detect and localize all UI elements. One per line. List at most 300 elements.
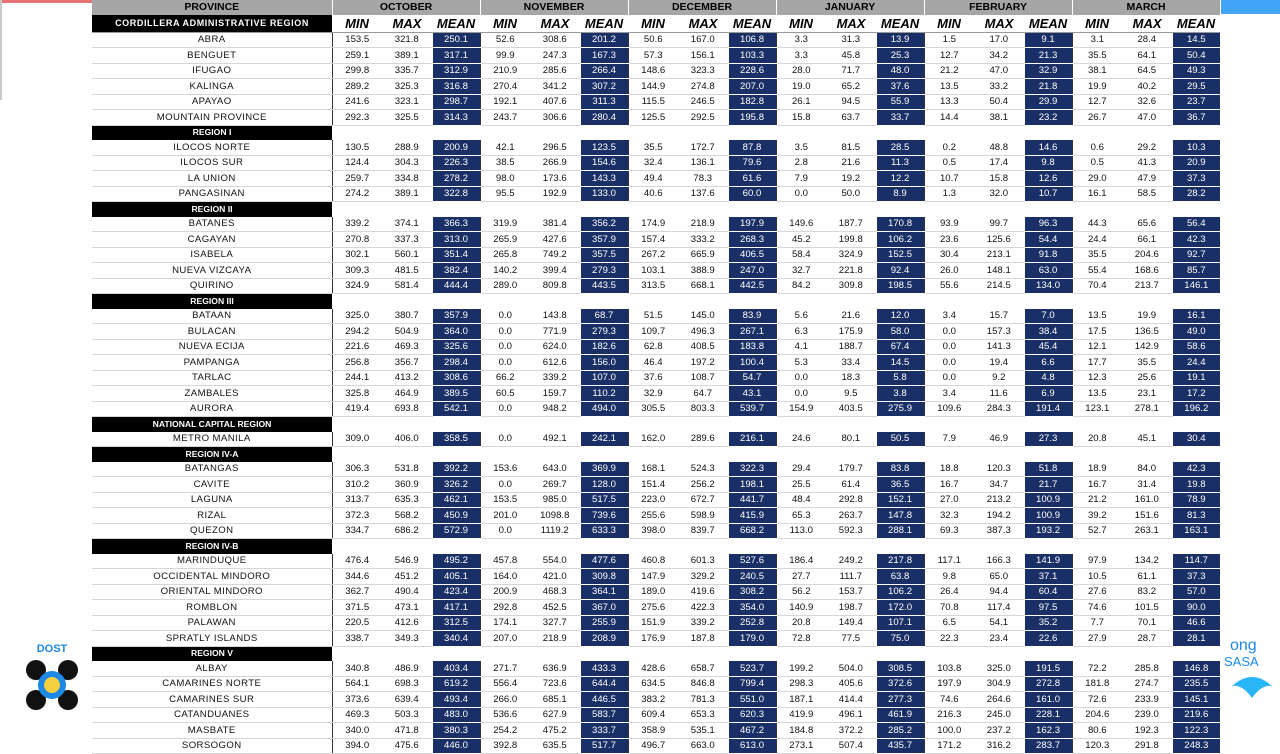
min-cell: 29.4: [776, 462, 826, 477]
min-cell: 0.0: [924, 339, 974, 355]
mean-cell: 279.3: [580, 263, 628, 279]
mean-cell: 288.1: [876, 523, 924, 539]
max-cell: 166.3: [974, 554, 1024, 569]
max-cell: 23.1: [1122, 386, 1172, 402]
max-cell: 64.7: [678, 386, 728, 402]
mean-cell: 356.2: [580, 217, 628, 232]
min-cell: 12.7: [924, 48, 974, 64]
month-header-march: MARCH: [1072, 0, 1220, 15]
min-cell: 7.9: [776, 171, 826, 187]
max-cell: 407.6: [530, 94, 580, 110]
stat-header-mean: MEAN: [432, 15, 480, 33]
min-cell: 294.2: [332, 324, 382, 340]
table-row: [92, 110, 1220, 126]
min-cell: 74.6: [924, 692, 974, 708]
min-cell: 30.4: [924, 247, 974, 263]
max-cell: 624.0: [530, 339, 580, 355]
pagasa-logo: [1222, 628, 1280, 708]
min-cell: 259.1: [332, 48, 382, 64]
province-name: MARINDUQUE: [92, 554, 332, 569]
max-cell: 323.3: [678, 63, 728, 79]
table-row: [92, 401, 1220, 417]
region-row: [92, 646, 1220, 661]
max-cell: 658.7: [678, 661, 728, 676]
mean-cell: 37.6: [876, 79, 924, 95]
max-cell: 246.5: [678, 94, 728, 110]
max-cell: 145.0: [678, 309, 728, 324]
min-cell: 275.6: [628, 600, 678, 616]
mean-cell: 38.4: [1024, 324, 1072, 340]
max-cell: 635.5: [530, 738, 580, 754]
max-cell: 469.3: [382, 339, 432, 355]
mean-cell: 107.1: [876, 615, 924, 631]
min-cell: 313.7: [332, 492, 382, 508]
mean-cell: 444.4: [432, 278, 480, 294]
min-cell: 153.5: [332, 32, 382, 48]
mean-cell: 461.9: [876, 707, 924, 723]
mean-cell: 37.1: [1024, 569, 1072, 585]
region-row-spacer: [332, 417, 1220, 432]
min-cell: 48.4: [776, 492, 826, 508]
max-cell: 749.2: [530, 247, 580, 263]
max-cell: 285.6: [530, 63, 580, 79]
min-cell: 634.5: [628, 676, 678, 692]
dost-logo: [14, 640, 90, 716]
min-cell: 84.2: [776, 278, 826, 294]
max-cell: 316.2: [974, 738, 1024, 754]
region-label: REGION I: [92, 125, 332, 140]
min-cell: 0.0: [776, 386, 826, 402]
min-cell: 51.5: [628, 309, 678, 324]
max-cell: 507.4: [826, 738, 876, 754]
min-cell: 153.5: [480, 492, 530, 508]
month-header-november: NOVEMBER: [480, 0, 628, 15]
region-row-spacer: [332, 539, 1220, 554]
mean-cell: 90.0: [1172, 600, 1220, 616]
max-cell: 408.5: [678, 339, 728, 355]
min-cell: 168.1: [628, 462, 678, 477]
max-cell: 47.0: [1122, 110, 1172, 126]
min-cell: 241.6: [332, 94, 382, 110]
min-cell: 38.5: [480, 155, 530, 171]
mean-cell: 357.9: [580, 232, 628, 248]
mean-cell: 493.4: [432, 692, 480, 708]
max-cell: 292.5: [678, 110, 728, 126]
province-name: SORSOGON: [92, 738, 332, 754]
mean-cell: 312.5: [432, 615, 480, 631]
mean-cell: 442.5: [728, 278, 776, 294]
mean-cell: 316.8: [432, 79, 480, 95]
min-cell: 32.9: [628, 386, 678, 402]
min-cell: 18.9: [1072, 462, 1122, 477]
max-cell: 249.2: [826, 554, 876, 569]
max-cell: 568.2: [382, 508, 432, 524]
min-cell: 383.2: [628, 692, 678, 708]
mean-cell: 182.8: [728, 94, 776, 110]
min-cell: 21.2: [924, 63, 974, 79]
mean-cell: 351.4: [432, 247, 480, 263]
max-cell: 65.6: [1122, 217, 1172, 232]
mean-cell: 100.4: [728, 355, 776, 371]
mean-cell: 364.1: [580, 584, 628, 600]
mean-cell: 619.2: [432, 676, 480, 692]
mean-cell: 322.8: [432, 186, 480, 202]
mean-cell: 240.5: [728, 569, 776, 585]
min-cell: 26.1: [776, 94, 826, 110]
mean-cell: 37.3: [1172, 569, 1220, 585]
mean-cell: 467.2: [728, 723, 776, 739]
max-cell: 48.8: [974, 140, 1024, 155]
mean-cell: 357.9: [432, 309, 480, 324]
max-cell: 406.0: [382, 432, 432, 447]
mean-cell: 285.2: [876, 723, 924, 739]
max-cell: 308.6: [530, 32, 580, 48]
min-cell: 13.5: [924, 79, 974, 95]
min-cell: 398.0: [628, 523, 678, 539]
min-cell: 50.6: [628, 32, 678, 48]
mean-cell: 49.3: [1172, 63, 1220, 79]
table-row: [92, 477, 1220, 493]
table-row: [92, 263, 1220, 279]
max-cell: 136.5: [1122, 324, 1172, 340]
min-cell: 0.0: [924, 324, 974, 340]
max-cell: 374.1: [382, 217, 432, 232]
mean-cell: 367.0: [580, 600, 628, 616]
max-cell: 15.7: [974, 309, 1024, 324]
table-row: [92, 631, 1220, 647]
max-cell: 839.7: [678, 523, 728, 539]
max-cell: 94.5: [826, 94, 876, 110]
mean-cell: 27.3: [1024, 432, 1072, 447]
region-row: [92, 294, 1220, 309]
min-cell: 130.5: [332, 140, 382, 155]
mean-cell: 644.4: [580, 676, 628, 692]
max-cell: 289.6: [678, 432, 728, 447]
mean-cell: 415.9: [728, 508, 776, 524]
mean-cell: 63.0: [1024, 263, 1072, 279]
min-cell: 265.8: [480, 247, 530, 263]
min-cell: 476.4: [332, 554, 382, 569]
mean-cell: 208.9: [580, 631, 628, 647]
mean-cell: 163.1: [1172, 523, 1220, 539]
min-cell: 29.0: [1072, 171, 1122, 187]
stat-header-min: MIN: [480, 15, 530, 33]
mean-cell: 382.4: [432, 263, 480, 279]
mean-cell: 67.4: [876, 339, 924, 355]
mean-cell: 58.6: [1172, 339, 1220, 355]
max-cell: 325.3: [382, 79, 432, 95]
province-name: NUEVA ECIJA: [92, 339, 332, 355]
min-cell: 24.6: [776, 432, 826, 447]
min-cell: 124.4: [332, 155, 382, 171]
month-header-december: DECEMBER: [628, 0, 776, 15]
max-cell: 157.3: [974, 324, 1024, 340]
min-cell: 52.6: [480, 32, 530, 48]
min-cell: 174.1: [480, 615, 530, 631]
mean-cell: 298.7: [432, 94, 480, 110]
mean-cell: 92.4: [876, 263, 924, 279]
max-cell: 214.5: [974, 278, 1024, 294]
province-name: CAGAYAN: [92, 232, 332, 248]
mean-cell: 228.6: [728, 63, 776, 79]
mean-cell: 494.0: [580, 401, 628, 417]
mean-cell: 16.1: [1172, 309, 1220, 324]
mean-cell: 36.7: [1172, 110, 1220, 126]
mean-cell: 495.2: [432, 554, 480, 569]
min-cell: 125.5: [628, 110, 678, 126]
min-cell: 313.5: [628, 278, 678, 294]
min-cell: 223.0: [628, 492, 678, 508]
min-cell: 306.3: [332, 462, 382, 477]
table-row: [92, 232, 1220, 248]
region-label: REGION II: [92, 202, 332, 217]
mean-cell: 539.7: [728, 401, 776, 417]
mean-cell: 633.3: [580, 523, 628, 539]
min-cell: 0.6: [1072, 140, 1122, 155]
max-cell: 32.0: [974, 186, 1024, 202]
mean-cell: 17.2: [1172, 386, 1220, 402]
min-cell: 60.5: [480, 386, 530, 402]
max-cell: 672.7: [678, 492, 728, 508]
table-row: [92, 569, 1220, 585]
max-cell: 325.5: [382, 110, 432, 126]
max-cell: 698.3: [382, 676, 432, 692]
mean-cell: 128.0: [580, 477, 628, 493]
max-cell: 284.3: [974, 401, 1024, 417]
mean-cell: 14.6: [1024, 140, 1072, 155]
min-cell: 3.4: [924, 386, 974, 402]
min-cell: 39.2: [1072, 508, 1122, 524]
max-cell: 50.0: [826, 186, 876, 202]
min-cell: 26.7: [1072, 110, 1122, 126]
max-cell: 422.3: [678, 600, 728, 616]
min-cell: 299.8: [332, 63, 382, 79]
mean-cell: 198.1: [728, 477, 776, 493]
min-cell: 26.4: [924, 584, 974, 600]
max-cell: 40.2: [1122, 79, 1172, 95]
min-cell: 55.4: [1072, 263, 1122, 279]
min-cell: 22.3: [924, 631, 974, 647]
province-name: ALBAY: [92, 661, 332, 676]
max-cell: 151.6: [1122, 508, 1172, 524]
min-cell: 6.3: [776, 324, 826, 340]
province-name: CAMARINES SUR: [92, 692, 332, 708]
province-name: METRO MANILA: [92, 432, 332, 447]
max-cell: 45.1: [1122, 432, 1172, 447]
min-cell: 109.6: [924, 401, 974, 417]
max-cell: 197.2: [678, 355, 728, 371]
min-cell: 100.0: [924, 723, 974, 739]
max-cell: 77.5: [826, 631, 876, 647]
min-cell: 109.7: [628, 324, 678, 340]
max-cell: 421.0: [530, 569, 580, 585]
max-cell: 413.2: [382, 370, 432, 386]
table-row: [92, 738, 1220, 754]
mean-cell: 389.5: [432, 386, 480, 402]
max-cell: 58.5: [1122, 186, 1172, 202]
mean-cell: 9.1: [1024, 32, 1072, 48]
max-cell: 71.7: [826, 63, 876, 79]
min-cell: 13.5: [1072, 386, 1122, 402]
max-cell: 531.8: [382, 462, 432, 477]
mean-cell: 195.8: [728, 110, 776, 126]
max-cell: 64.5: [1122, 63, 1172, 79]
mean-cell: 5.8: [876, 370, 924, 386]
table-row: [92, 661, 1220, 676]
min-cell: 220.5: [332, 615, 382, 631]
mean-cell: 523.7: [728, 661, 776, 676]
min-cell: 392.8: [480, 738, 530, 754]
mean-cell: 123.5: [580, 140, 628, 155]
mean-cell: 423.4: [432, 584, 480, 600]
max-cell: 84.0: [1122, 462, 1172, 477]
max-cell: 781.3: [678, 692, 728, 708]
max-cell: 693.8: [382, 401, 432, 417]
min-cell: 97.9: [1072, 554, 1122, 569]
stat-header-row: [92, 15, 1220, 33]
mean-cell: 79.6: [728, 155, 776, 171]
max-cell: 218.9: [678, 217, 728, 232]
province-name: QUIRINO: [92, 278, 332, 294]
rainfall-table: [92, 0, 1221, 754]
region-row-spacer: [332, 646, 1220, 661]
region-label: REGION III: [92, 294, 332, 309]
mean-cell: 207.0: [728, 79, 776, 95]
mean-cell: 103.3: [728, 48, 776, 64]
mean-cell: 12.0: [876, 309, 924, 324]
min-cell: 265.9: [480, 232, 530, 248]
stat-header-max: MAX: [382, 15, 432, 33]
min-cell: 373.6: [332, 692, 382, 708]
max-cell: 948.2: [530, 401, 580, 417]
mean-cell: 114.7: [1172, 554, 1220, 569]
mean-cell: 197.9: [728, 217, 776, 232]
max-cell: 46.9: [974, 432, 1024, 447]
min-cell: 0.0: [480, 309, 530, 324]
mean-cell: 29.9: [1024, 94, 1072, 110]
max-cell: 372.2: [826, 723, 876, 739]
min-cell: 69.3: [924, 523, 974, 539]
mean-cell: 83.9: [728, 309, 776, 324]
max-cell: 581.4: [382, 278, 432, 294]
min-cell: 289.0: [480, 278, 530, 294]
mean-cell: 37.3: [1172, 171, 1220, 187]
max-cell: 17.0: [974, 32, 1024, 48]
max-cell: 218.9: [530, 631, 580, 647]
min-cell: 256.8: [332, 355, 382, 371]
max-cell: 239.0: [1122, 707, 1172, 723]
mean-cell: 219.6: [1172, 707, 1220, 723]
max-cell: 278.1: [1122, 401, 1172, 417]
min-cell: 151.4: [628, 477, 678, 493]
min-cell: 184.8: [776, 723, 826, 739]
max-cell: 175.9: [826, 324, 876, 340]
max-cell: 771.9: [530, 324, 580, 340]
mean-cell: 443.5: [580, 278, 628, 294]
table-row: [92, 324, 1220, 340]
min-cell: 18.8: [924, 462, 974, 477]
min-cell: 57.3: [628, 48, 678, 64]
stat-header-mean: MEAN: [876, 15, 924, 33]
max-cell: 309.8: [826, 278, 876, 294]
min-cell: 58.4: [776, 247, 826, 263]
mean-cell: 81.3: [1172, 508, 1220, 524]
mean-cell: 6.6: [1024, 355, 1072, 371]
max-cell: 803.3: [678, 401, 728, 417]
max-cell: 153.7: [826, 584, 876, 600]
min-cell: 28.0: [776, 63, 826, 79]
mean-cell: 12.2: [876, 171, 924, 187]
min-cell: 244.1: [332, 370, 382, 386]
min-cell: 164.0: [480, 569, 530, 585]
max-cell: 247.3: [530, 48, 580, 64]
min-cell: 192.1: [480, 94, 530, 110]
mean-cell: 255.9: [580, 615, 628, 631]
min-cell: 35.5: [1072, 48, 1122, 64]
max-cell: 19.4: [974, 355, 1024, 371]
top-accent-bar-right: [1220, 0, 1280, 14]
mean-cell: 193.2: [1024, 523, 1072, 539]
min-cell: 15.8: [776, 110, 826, 126]
mean-cell: 146.1: [1172, 278, 1220, 294]
max-cell: 78.3: [678, 171, 728, 187]
mean-cell: 54.4: [1024, 232, 1072, 248]
province-name: ILOCOS SUR: [92, 155, 332, 171]
min-cell: 35.5: [628, 140, 678, 155]
min-cell: 123.1: [1072, 401, 1122, 417]
max-cell: 194.2: [974, 508, 1024, 524]
max-cell: 148.1: [974, 263, 1024, 279]
region-row: [92, 417, 1220, 432]
mean-cell: 354.0: [728, 600, 776, 616]
table-row: [92, 48, 1220, 64]
mean-cell: 32.9: [1024, 63, 1072, 79]
max-cell: 34.2: [974, 48, 1024, 64]
min-cell: 32.7: [776, 263, 826, 279]
top-accent-bar-left: [0, 0, 92, 3]
max-cell: 198.7: [826, 600, 876, 616]
min-cell: 319.9: [480, 217, 530, 232]
max-cell: 161.0: [1122, 492, 1172, 508]
min-cell: 25.5: [776, 477, 826, 493]
min-cell: 0.5: [1072, 155, 1122, 171]
max-cell: 34.7: [974, 477, 1024, 493]
mean-cell: 23.7: [1172, 94, 1220, 110]
max-cell: 292.8: [826, 492, 876, 508]
stat-header-min: MIN: [628, 15, 678, 33]
stat-header-mean: MEAN: [728, 15, 776, 33]
max-cell: 143.8: [530, 309, 580, 324]
min-cell: 309.3: [332, 263, 382, 279]
min-cell: 32.3: [924, 508, 974, 524]
mean-cell: 441.7: [728, 492, 776, 508]
max-cell: 111.7: [826, 569, 876, 585]
min-cell: 117.1: [924, 554, 974, 569]
max-cell: 32.6: [1122, 94, 1172, 110]
max-cell: 81.5: [826, 140, 876, 155]
min-cell: 10.7: [924, 171, 974, 187]
province-name: BATANES: [92, 217, 332, 232]
mean-cell: 226.3: [432, 155, 480, 171]
mean-cell: 100.9: [1024, 508, 1072, 524]
mean-cell: 12.6: [1024, 171, 1072, 187]
min-cell: 186.4: [776, 554, 826, 569]
region-row: [92, 447, 1220, 462]
max-cell: 237.2: [974, 723, 1024, 739]
max-cell: 389.1: [382, 48, 432, 64]
mean-cell: 392.2: [432, 462, 480, 477]
mean-cell: 435.7: [876, 738, 924, 754]
